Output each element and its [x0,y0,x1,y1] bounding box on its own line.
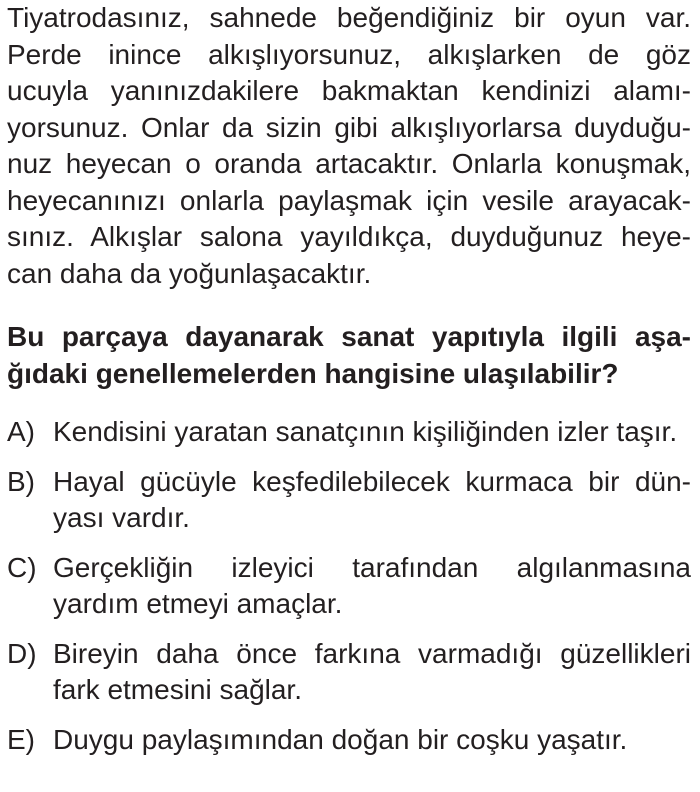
passage-line: sınız. Alkışlar salona yayıldıkça, duyduğunuz heye- [7,221,691,252]
passage-line: can daha da yoğunlaşacaktır. [7,257,372,289]
option-b[interactable] [7,464,691,536]
reading-passage [7,0,691,292]
passage-line: Tiyatrodasınız, sahnede beğendiğiniz bir oyun var. [7,2,691,33]
question-stem [7,319,691,392]
option-letter: C) [7,552,37,583]
question-line: Bu parçaya dayanarak sanat yapıtıyla ilgili aşa- [7,321,691,352]
option-c[interactable] [7,550,691,622]
passage-line: yorsunuz. Onlar da sizin gibi alkışlıyorlarsa duyduğu- [7,111,691,143]
passage-line: heyecanınızı onlarla paylaşmak için vesile arayacak- [7,184,691,216]
option-a[interactable] [7,414,691,450]
option-text-line: Bireyin daha önce farkına varmadığı güzellikleri [53,638,691,669]
option-text-line: Duygu paylaşımından doğan bir coşku yaşatır. [53,724,628,755]
option-letter: B) [7,466,35,497]
option-text-line: yardım etmeyi amaçlar. [53,588,343,619]
answer-options [7,414,691,758]
option-letter: A) [7,416,35,447]
passage-line: nuz heyecan o oranda artacaktır. Onlarla konuşmak, [7,148,691,179]
option-letter: E) [7,724,35,755]
question-line: ğıdaki genellemelerden hangisine ulaşılabilir? [7,357,619,389]
option-d[interactable] [7,636,691,708]
option-text-line: fark etmesini sağlar. [53,674,302,705]
question-page [7,0,691,772]
passage-line: Perde inince alkışlıyorsunuz, alkışlarken de göz [7,38,691,70]
option-text-line: Hayal gücüyle keşfedilebilecek kurmaca bir dün- [53,466,691,497]
option-text-line: Gerçekliğin izleyici tarafından algılanmasına [53,552,691,583]
option-text-line: yası vardır. [53,502,190,533]
option-e[interactable] [7,722,691,758]
option-text-line: Kendisini yaratan sanatçının kişiliğinden izler taşır. [53,416,678,447]
passage-line: ucuyla yanınızdakilere bakmaktan kendinizi alamı- [7,75,691,106]
option-letter: D) [7,638,37,669]
